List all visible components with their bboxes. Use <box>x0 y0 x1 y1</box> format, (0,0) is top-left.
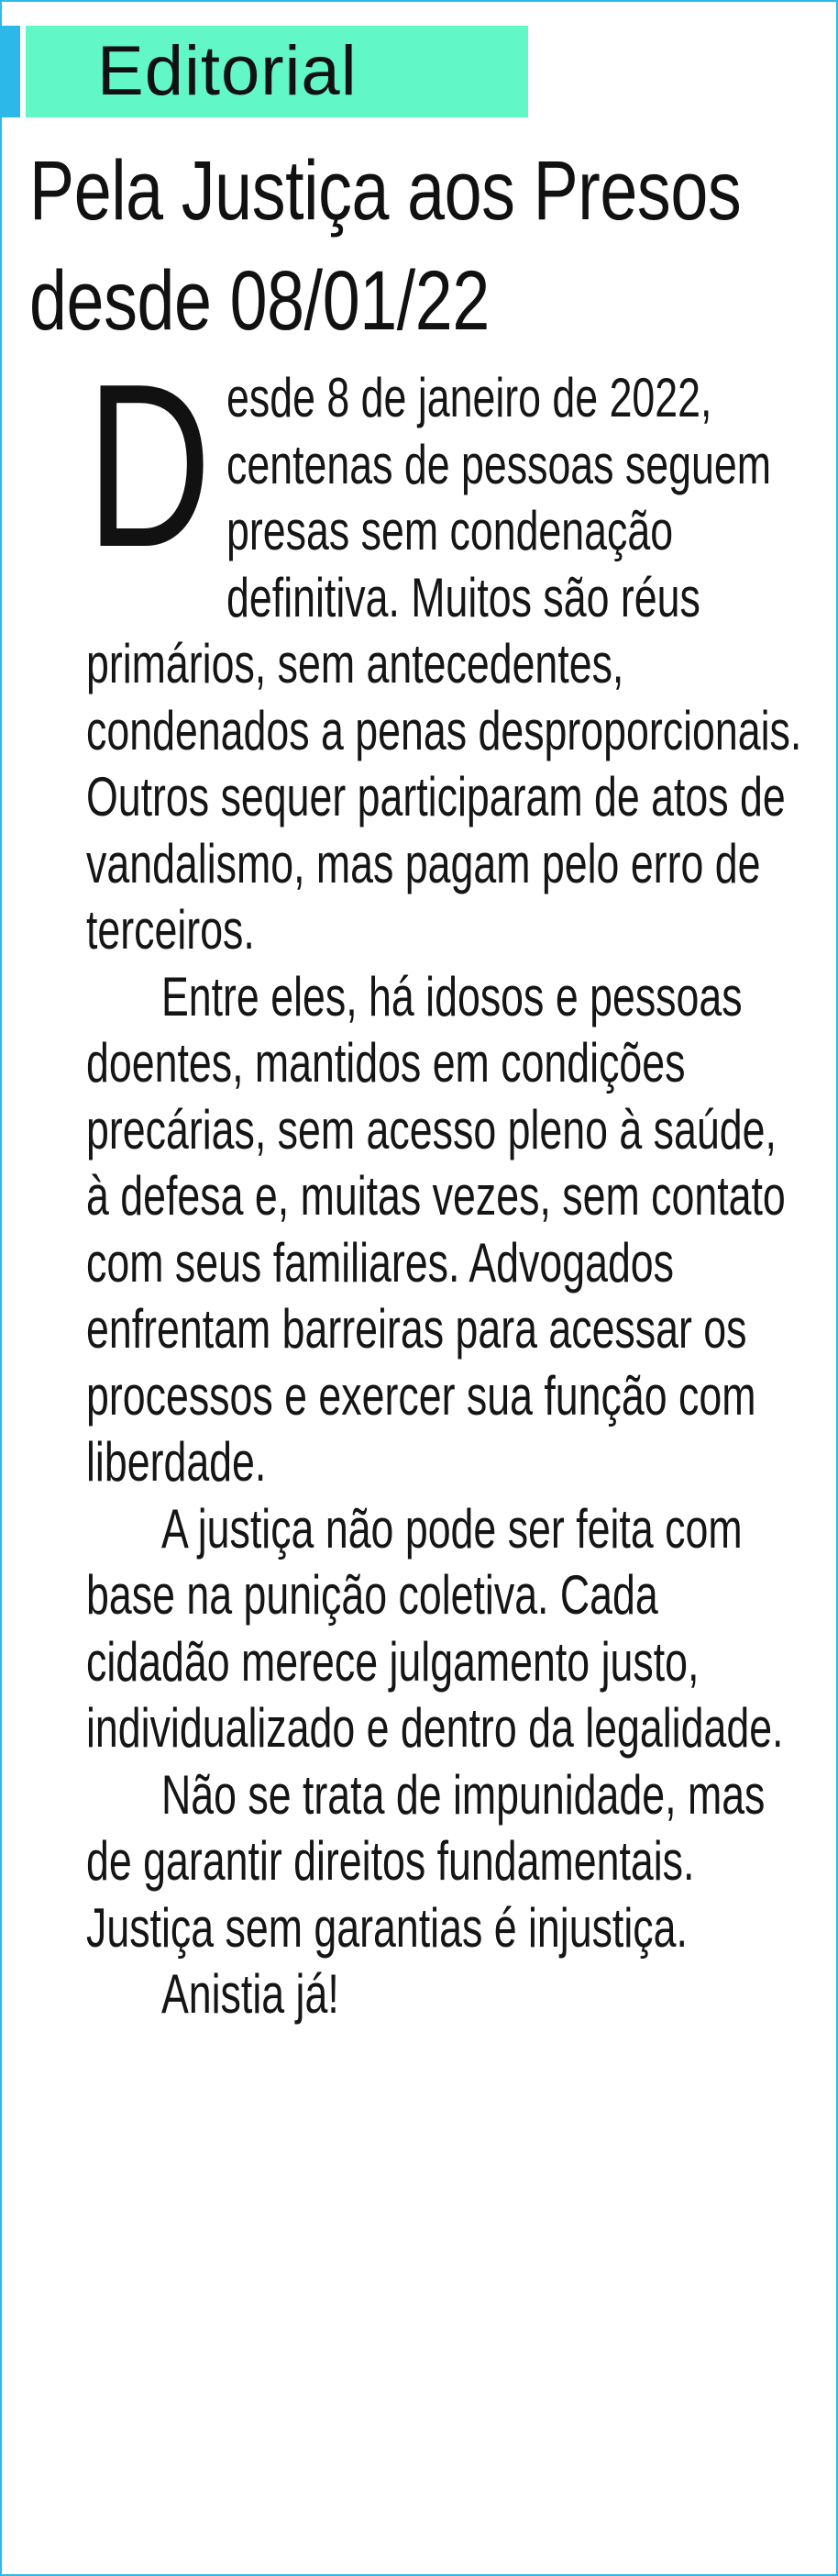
article-paragraph-4: Não se trata de impunidade, mas de garantir direitos fundamentais. Justiça sem garantias é injustiça. <box>86 1763 766 1959</box>
section-label: Editorial <box>97 32 358 110</box>
article-paragraph-3: A justiça não pode ser feita com base na punição coletiva. Cada cidadão merece julgamento justo, individualizado e dentro da legalidade. <box>86 1497 784 1759</box>
article-headline: Pela Justiça aos Presos desde 08/01/22 <box>29 144 742 348</box>
article-paragraph-1 <box>86 335 810 964</box>
drop-cap: D <box>86 335 212 595</box>
first-paragraph-text: esde 8 de janeiro de 2022, centenas de pessoas seguem presas sem condenação definitiva. Muitos são réus primários, sem antecedentes, condenados a penas desproporcionais. Outros sequer participaram de atos de vandalismo, mas pagam pelo erro de terceiros. <box>86 367 802 960</box>
article-paragraph-2: Entre eles, há idosos e pessoas doentes, mantidos em condições precárias, sem acesso pleno à saúde, à defesa e, muitas vezes, sem contato com seus familiares. Advogados enfrentam barreiras para acessar os processos e exercer sua função com liberdade. <box>86 965 786 1493</box>
article-paragraph-5: Anistia já! <box>160 1963 339 2025</box>
article-body <box>86 335 810 2028</box>
section-accent-bar <box>2 26 20 117</box>
